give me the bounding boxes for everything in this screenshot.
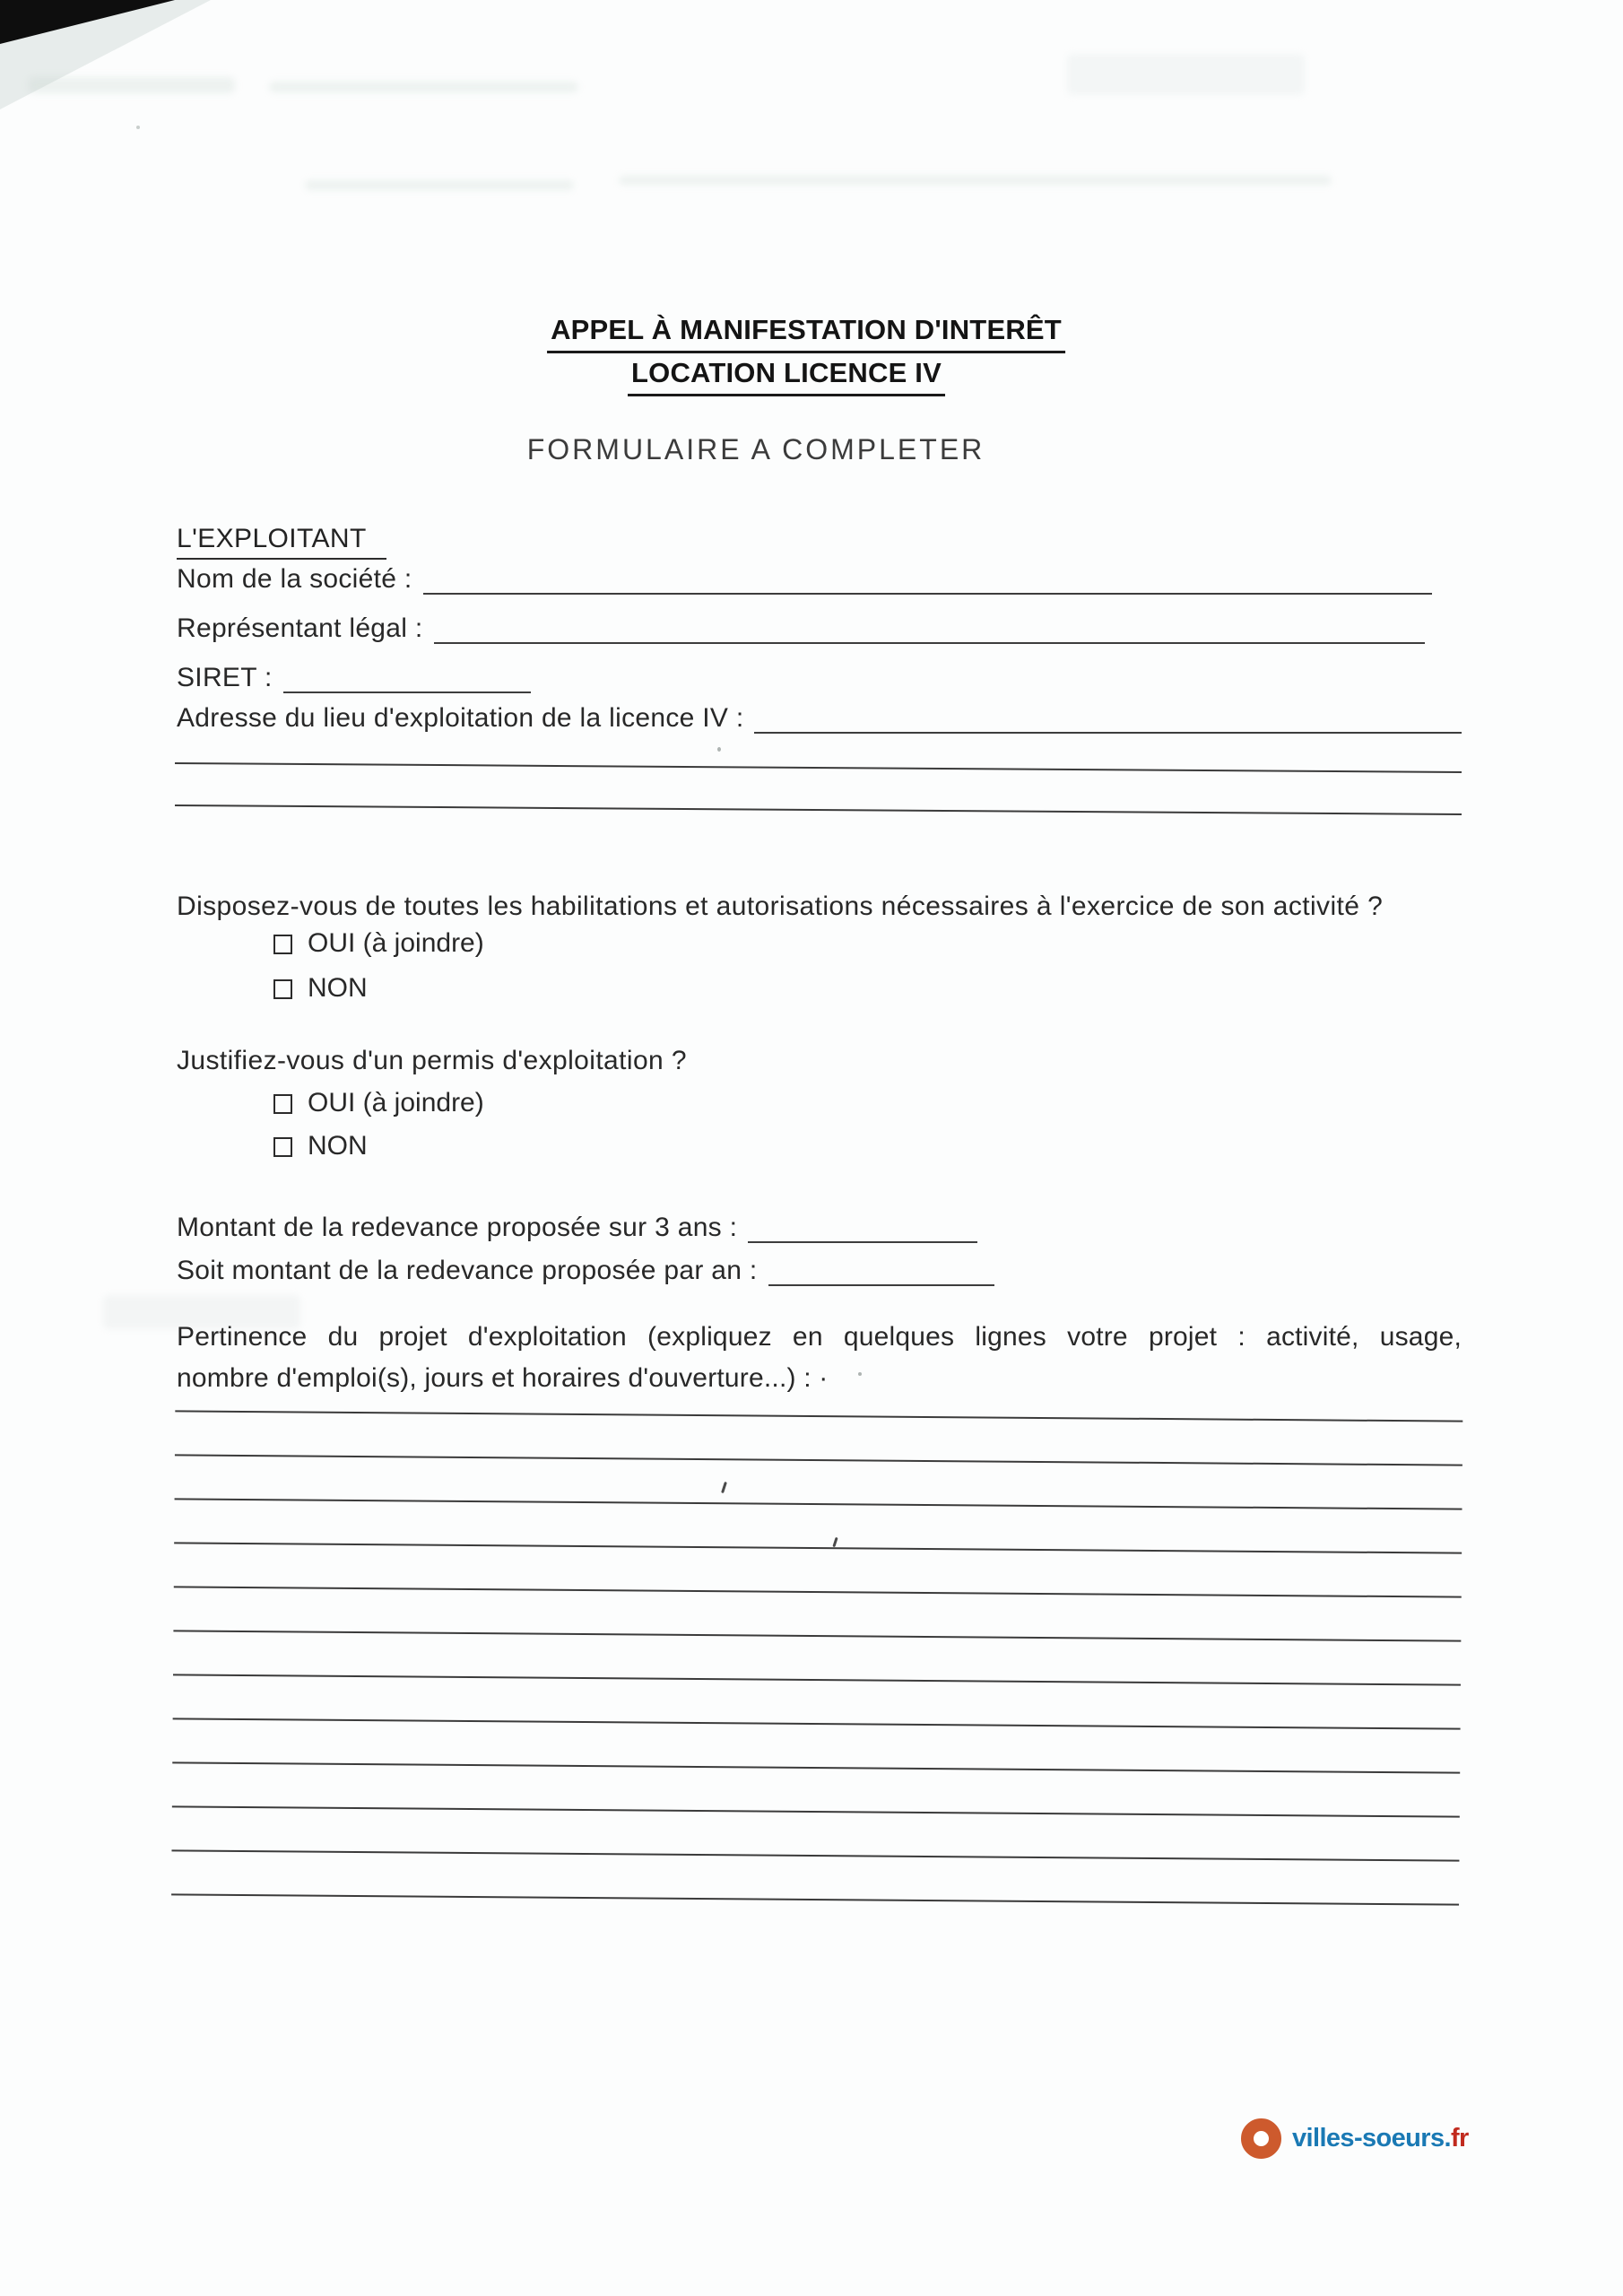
project-prompt-line2: nombre d'emploi(s), jours et horaires d'ouverture...) : ·	[177, 1363, 829, 1393]
field-label-redevance-an: Soit montant de la redevance proposée par an :	[177, 1256, 758, 1285]
field-label-siret: SIRET :	[177, 663, 273, 692]
redevance-3ans-write-line[interactable]	[748, 1211, 977, 1243]
field-label-representative: Représentant légal :	[177, 613, 423, 643]
field-redevance-an	[177, 1254, 994, 1286]
villes-soeurs-logo	[1241, 2117, 1469, 2160]
field-label-redevance-3ans: Montant de la redevance proposée sur 3 ans :	[177, 1213, 738, 1242]
field-redevance-3ans	[177, 1211, 977, 1243]
scan-artifact	[305, 180, 574, 190]
ruled-lines	[171, 1410, 1463, 1947]
company-name-write-line[interactable]	[423, 562, 1433, 595]
scan-speck	[717, 747, 721, 752]
logo-text-tld: fr	[1450, 2123, 1469, 2152]
scan-artifact	[269, 82, 578, 92]
checkbox-q2-oui[interactable]	[273, 1094, 292, 1114]
field-address	[177, 701, 1462, 734]
document-title-line1: APPEL À MANIFESTATION D'INTERÊT	[547, 314, 1065, 353]
option-label-q2-non: NON	[308, 1131, 368, 1161]
checkbox-q2-non[interactable]	[273, 1137, 292, 1157]
scan-artifact	[619, 176, 1332, 185]
field-label-company: Nom de la société :	[177, 564, 412, 594]
logo-text	[1292, 2124, 1469, 2153]
field-siret	[177, 661, 531, 693]
question-permis: Justifiez-vous d'un permis d'exploitation ?	[177, 1046, 687, 1075]
option-label-q2-oui: OUI (à joindre)	[308, 1088, 484, 1118]
scan-speck	[136, 126, 140, 129]
scan-artifact	[1067, 54, 1305, 95]
section-heading-exploitant: L'EXPLOITANT	[177, 524, 386, 560]
checkbox-q1-oui[interactable]	[273, 935, 292, 954]
redevance-an-write-line[interactable]	[768, 1254, 994, 1286]
document-subtitle: FORMULAIRE A COMPLETER	[526, 433, 985, 465]
project-prompt-line1: Pertinence du projet d'exploitation (expliquez en quelques lignes votre projet : activité, usage,	[177, 1322, 1462, 1352]
option-row-q1-non	[273, 974, 368, 1003]
logo-text-dot: .	[1444, 2123, 1451, 2152]
option-row-q2-non	[273, 1132, 368, 1161]
address-write-line-2[interactable]	[175, 762, 1462, 773]
option-label-q1-oui: OUI (à joindre)	[308, 928, 484, 958]
address-write-line-3[interactable]	[175, 804, 1462, 815]
field-legal-representative	[177, 612, 1425, 644]
field-company-name	[177, 562, 1432, 595]
logo-text-main: villes-soeurs	[1292, 2123, 1445, 2152]
logo-ring-icon	[1241, 2118, 1281, 2159]
document-title-line2: LOCATION LICENCE IV	[628, 357, 945, 396]
scan-artifact	[29, 77, 235, 93]
question-habilitations: Disposez-vous de toutes les habilitations et autorisations nécessaires à l'exercice de son activité ?	[177, 891, 1384, 921]
option-row-q2-oui	[273, 1089, 484, 1118]
representative-write-line[interactable]	[434, 612, 1425, 644]
write-line[interactable]	[171, 1893, 1459, 1947]
project-prompt	[177, 1317, 1462, 1399]
option-row-q1-oui	[273, 929, 484, 958]
option-label-q1-non: NON	[308, 973, 368, 1003]
field-label-address: Adresse du lieu d'exploitation de la licence IV :	[177, 703, 744, 733]
address-write-line[interactable]	[754, 701, 1462, 734]
checkbox-q1-non[interactable]	[273, 979, 292, 999]
siret-write-line[interactable]	[283, 661, 531, 693]
